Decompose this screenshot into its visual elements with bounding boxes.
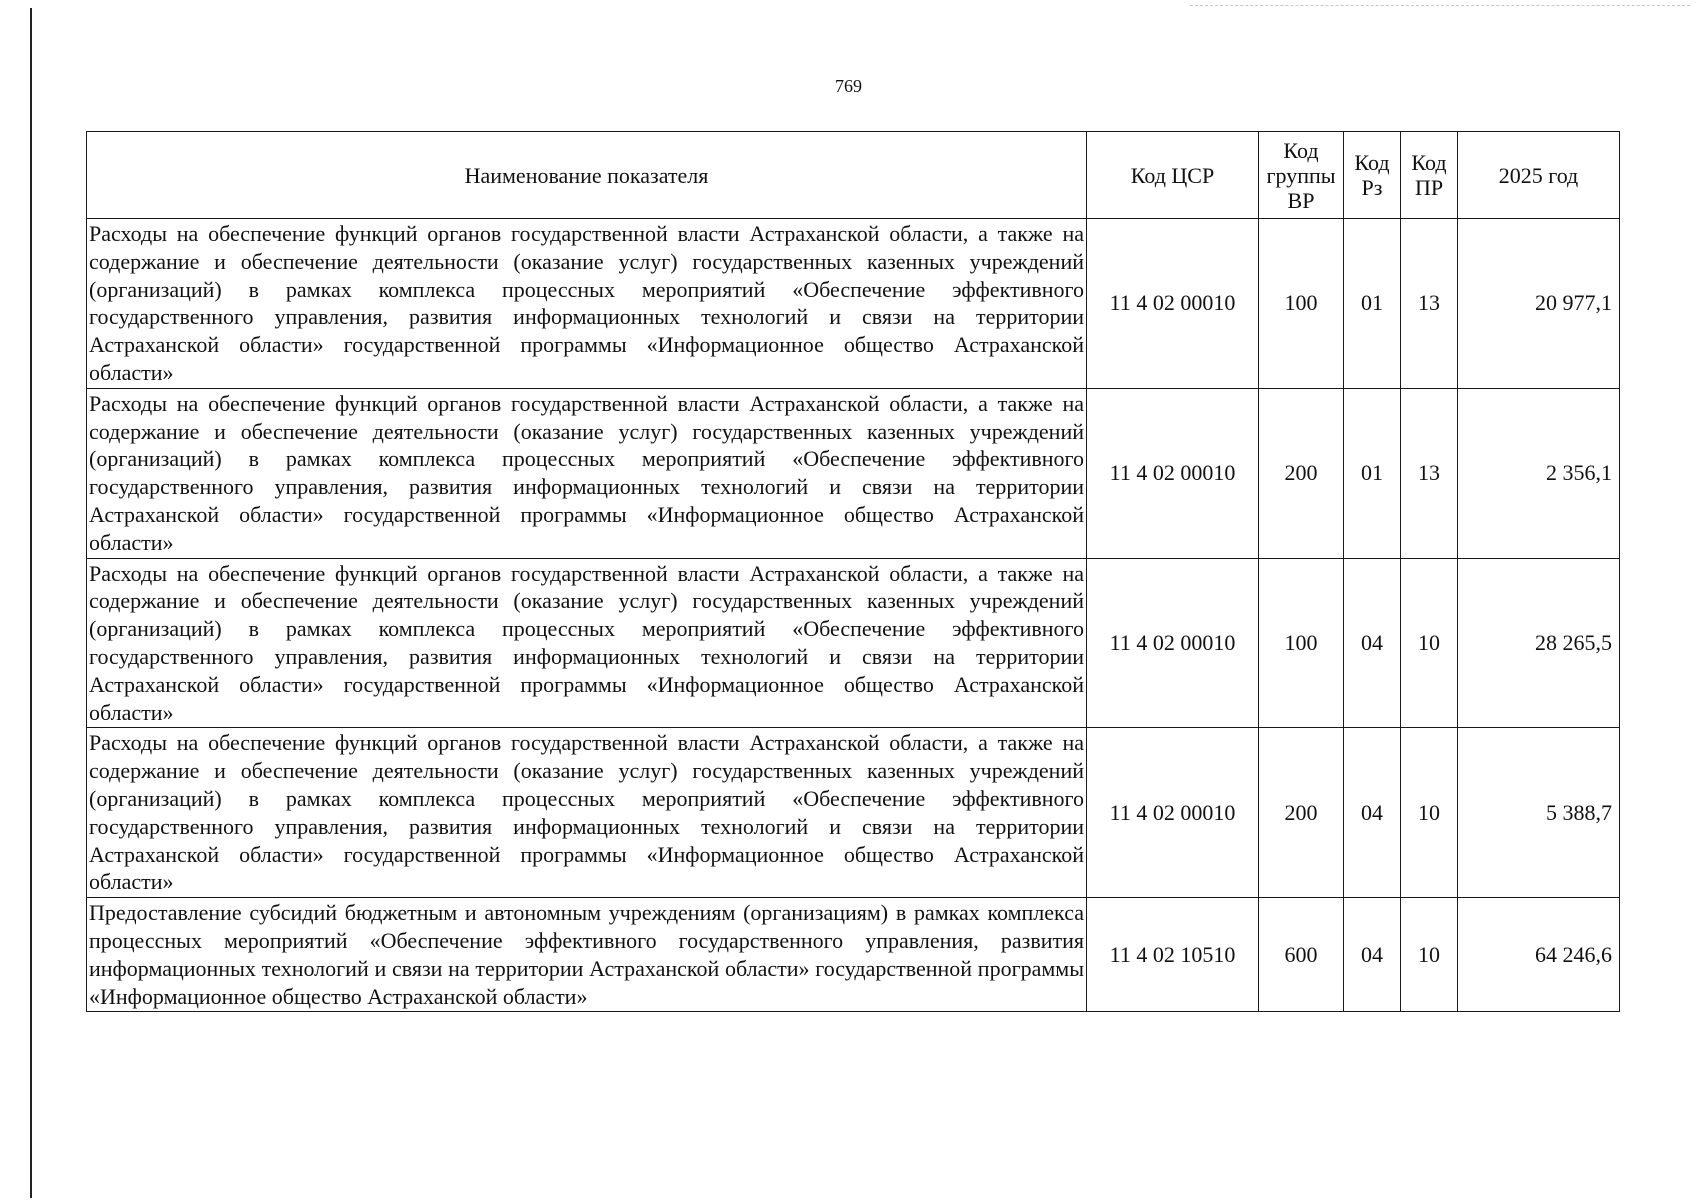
cell-pr-code: 13 [1401,388,1458,558]
cell-rz-code: 01 [1344,388,1401,558]
cell-csr-code: 11 4 02 00010 [1087,558,1259,728]
table-row [87,728,1620,898]
cell-vr-code: 600 [1259,898,1344,1012]
cell-indicator-name: Расходы на обеспечение функций органов государственной власти Астраханской области, а также на содержание и обеспечение деятельности (оказание услуг) государственных казенных учреждений (организаций) в рамках комплекса процессных мероприятий «Обеспечение эффективного государственного управления, развития информационных технологий и связи на территории Астраханской области» государственной программы «Информационное общество Астраханской области» [87,558,1087,728]
cell-pr-code: 10 [1401,898,1458,1012]
cell-csr-code: 11 4 02 00010 [1087,219,1259,389]
cell-csr-code: 11 4 02 00010 [1087,728,1259,898]
cell-csr-code: 11 4 02 10510 [1087,898,1259,1012]
table-row [87,558,1620,728]
header-csr-code: Код ЦСР [1087,132,1259,219]
table-header-row [87,132,1620,219]
cell-indicator-name: Расходы на обеспечение функций органов государственной власти Астраханской области, а также на содержание и обеспечение деятельности (оказание услуг) государственных казенных учреждений (организаций) в рамках комплекса процессных мероприятий «Обеспечение эффективного государственного управления, развития информационных технологий и связи на территории Астраханской области» государственной программы «Информационное общество Астраханской области» [87,219,1087,389]
budget-table [86,131,1620,1012]
cell-indicator-name: Предоставление субсидий бюджетным и автономным учреждениям (организациям) в рамках комплекса процессных мероприятий «Обеспечение эффективного государственного управления, развития информационных технологий и связи на территории Астраханской области» государственной программы «Информационное общество Астраханской области» [87,898,1087,1012]
cell-indicator-name: Расходы на обеспечение функций органов государственной власти Астраханской области, а также на содержание и обеспечение деятельности (оказание услуг) государственных казенных учреждений (организаций) в рамках комплекса процессных мероприятий «Обеспечение эффективного государственного управления, развития информационных технологий и связи на территории Астраханской области» государственной программы «Информационное общество Астраханской области» [87,728,1087,898]
cell-amount-2025: 64 246,6 [1458,898,1620,1012]
cell-amount-2025: 2 356,1 [1458,388,1620,558]
table-row [87,898,1620,1012]
cell-csr-code: 11 4 02 00010 [1087,388,1259,558]
header-indicator-name: Наименование показателя [87,132,1087,219]
cell-amount-2025: 5 388,7 [1458,728,1620,898]
scan-left-edge-line [30,8,32,1198]
cell-rz-code: 04 [1344,728,1401,898]
header-pr-code: Код ПР [1401,132,1458,219]
header-year-2025: 2025 год [1458,132,1620,219]
page-number: 769 [835,76,862,96]
cell-pr-code: 10 [1401,558,1458,728]
cell-rz-code: 04 [1344,558,1401,728]
table-row [87,219,1620,389]
cell-indicator-name: Расходы на обеспечение функций органов государственной власти Астраханской области, а также на содержание и обеспечение деятельности (оказание услуг) государственных казенных учреждений (организаций) в рамках комплекса процессных мероприятий «Обеспечение эффективного государственного управления, развития информационных технологий и связи на территории Астраханской области» государственной программы «Информационное общество Астраханской области» [87,388,1087,558]
header-rz-code: Код Рз [1344,132,1401,219]
header-vr-code: Код группы ВР [1259,132,1344,219]
cell-rz-code: 01 [1344,219,1401,389]
cell-pr-code: 13 [1401,219,1458,389]
cell-vr-code: 100 [1259,219,1344,389]
cell-amount-2025: 28 265,5 [1458,558,1620,728]
cell-vr-code: 100 [1259,558,1344,728]
cell-rz-code: 04 [1344,898,1401,1012]
scan-top-edge-line [1190,5,1690,7]
cell-amount-2025: 20 977,1 [1458,219,1620,389]
table-row [87,388,1620,558]
cell-pr-code: 10 [1401,728,1458,898]
cell-vr-code: 200 [1259,388,1344,558]
cell-vr-code: 200 [1259,728,1344,898]
